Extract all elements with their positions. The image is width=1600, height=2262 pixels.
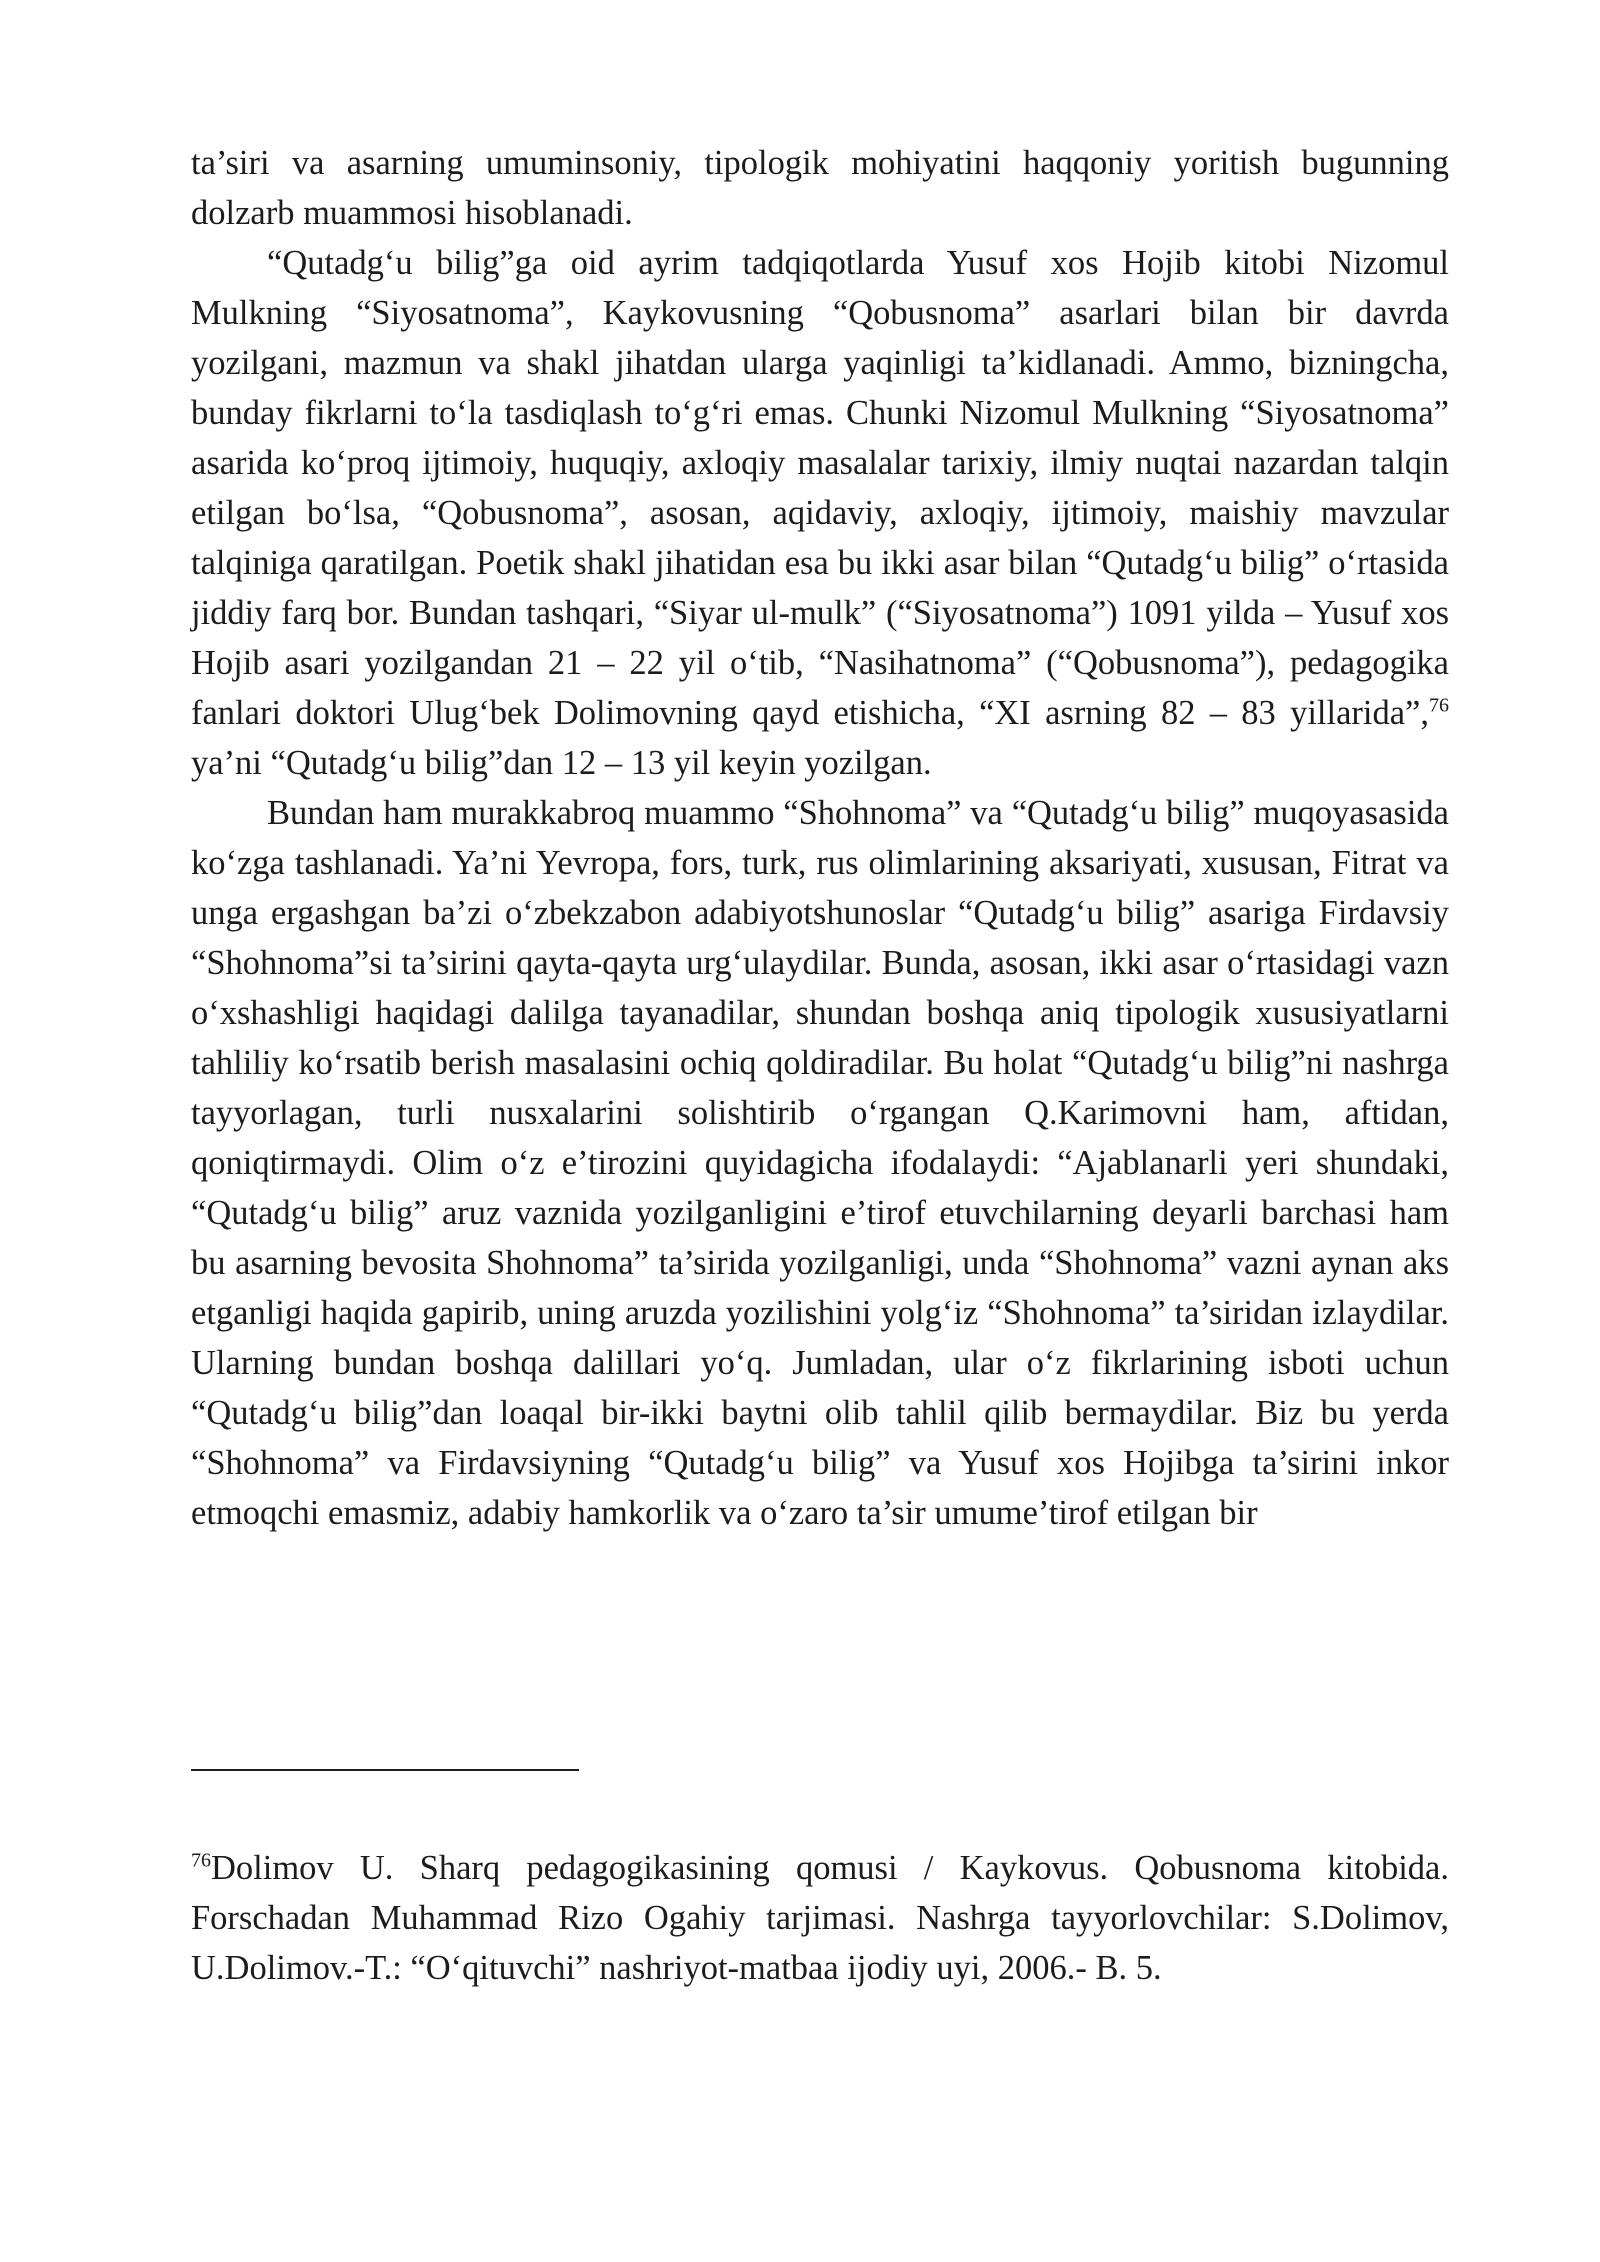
footnote-text: Dolimov U. Sharq pedagogikasining qomusi / Kaykovus. Qobusnoma kitobida. Forschadan Muhammad Rizo Ogahiy tarjimasi. Nashrga tayyorlovchilar: S.Dolimov, U.Dolimov.-T.: “O‘qituvchi” nashriyot-matbaa ijodiy uyi, 2006.- B. 5. <box>191 1849 1449 1987</box>
paragraph-2 <box>191 238 1449 788</box>
footnote-separator <box>191 1769 579 1771</box>
paragraph-2-text: “Qutadg‘u bilig”ga oid ayrim tadqiqotlarda Yusuf xos Hojib kitobi Nizomul Mulkning “Siyosatnoma”, Kaykovusning “Qobusnoma” asarlari bilan bir davrda yozilgani, mazmun va shakl jihatdan ularga yaqinligi ta’kidlanadi. Ammo, bizningcha, bunday fikrlarni to‘la tasdiqlash to‘g‘ri emas. Chunki Nizomul Mulkning “Siyosatnoma” asarida ko‘proq ijtimoiy, huquqiy, axloqiy masalalar tarixiy, ilmiy nuqtai nazardan talqin etilgan bo‘lsa, “Qobusnoma”, asosan, aqidaviy, axloqiy, ijtimoiy, maishiy mavzular talqiniga qaratilgan. Poetik shakl jihatidan esa bu ikki asar bilan “Qutadg‘u bilig” o‘rtasida jiddiy farq bor. Bundan tashqari, “Siyar ul-mulk” (“Siyosatnoma”) 1091 yilda – Yusuf xos Hojib asari yozilgandan 21 – 22 yil o‘tib, “Nasihatnoma” (“Qobusnoma”), pedagogika fanlari doktori Ulug‘bek Dolimovning qayd etishicha, “XI asrning 82 – 83 yillarida”, <box>191 244 1449 732</box>
paragraph-3: Bundan ham murakkabroq muammo “Shohnoma” va “Qutadg‘u bilig” muqoyasasida ko‘zga tashlanadi. Ya’ni Yevropa, fors, turk, rus olimlarining aksariyati, xususan, Fitrat va unga ergashgan ba’zi o‘zbekzabon adabiyotshunoslar “Qutadg‘u bilig” asariga Firdavsiy “Shohnoma”si ta’sirini qayta-qayta urg‘ulaydilar. Bunda, asosan, ikki asar o‘rtasidagi vazn o‘xshashligi haqidagi dalilga tayanadilar, shundan boshqa aniq tipologik xususiyatlarni tahliliy ko‘rsatib berish masalasini ochiq qoldiradilar. Bu holat “Qutadg‘u bilig”ni nashrga tayyorlagan, turli nusxalarini solishtirib o‘rgangan Q.Karimovni ham, aftidan, qoniqtirmaydi. Olim o‘z e’tirozini quyidagicha ifodalaydi: “Ajablanarli yeri shundaki, “Qutadg‘u bilig” aruz vaznida yozilganligini e’tirof etuvchilarning deyarli barchasi ham bu asarning bevosita Shohnoma” ta’sirida yozilganligi, unda “Shohnoma” vazni aynan aks etganligi haqida gapirib, uning aruzda yozilishini yolg‘iz “Shohnoma” ta’siridan izlaydilar. Ularning bundan boshqa dalillari yo‘q. Jumladan, ular o‘z fikrlarining isboti uchun “Qutadg‘u bilig”dan loaqal bir-ikki baytni olib tahlil qilib bermaydilar. Biz bu yerda “Shohnoma” va Firdavsiyning “Qutadg‘u bilig” va Yusuf xos Hojibga ta’sirini inkor etmoqchi emasmiz, adabiy hamkorlik va o‘zaro ta’sir umume’tirof etilgan bir <box>191 794 1449 1532</box>
paragraph-1: ta’siri va asarning umuminsoniy, tipologik mohiyatini haqqoniy yoritish bugunning dolzarb muammosi hisoblanadi. <box>191 144 1449 232</box>
footnote-reference[interactable]: 76 <box>1429 694 1449 717</box>
main-text <box>191 138 1449 1538</box>
footnote-number: 76 <box>191 1849 211 1872</box>
footnote <box>191 1843 1449 1993</box>
paragraph-2-text-end: ya’ni “Qutadg‘u bilig”dan 12 – 13 yil keyin yozilgan. <box>191 744 932 782</box>
